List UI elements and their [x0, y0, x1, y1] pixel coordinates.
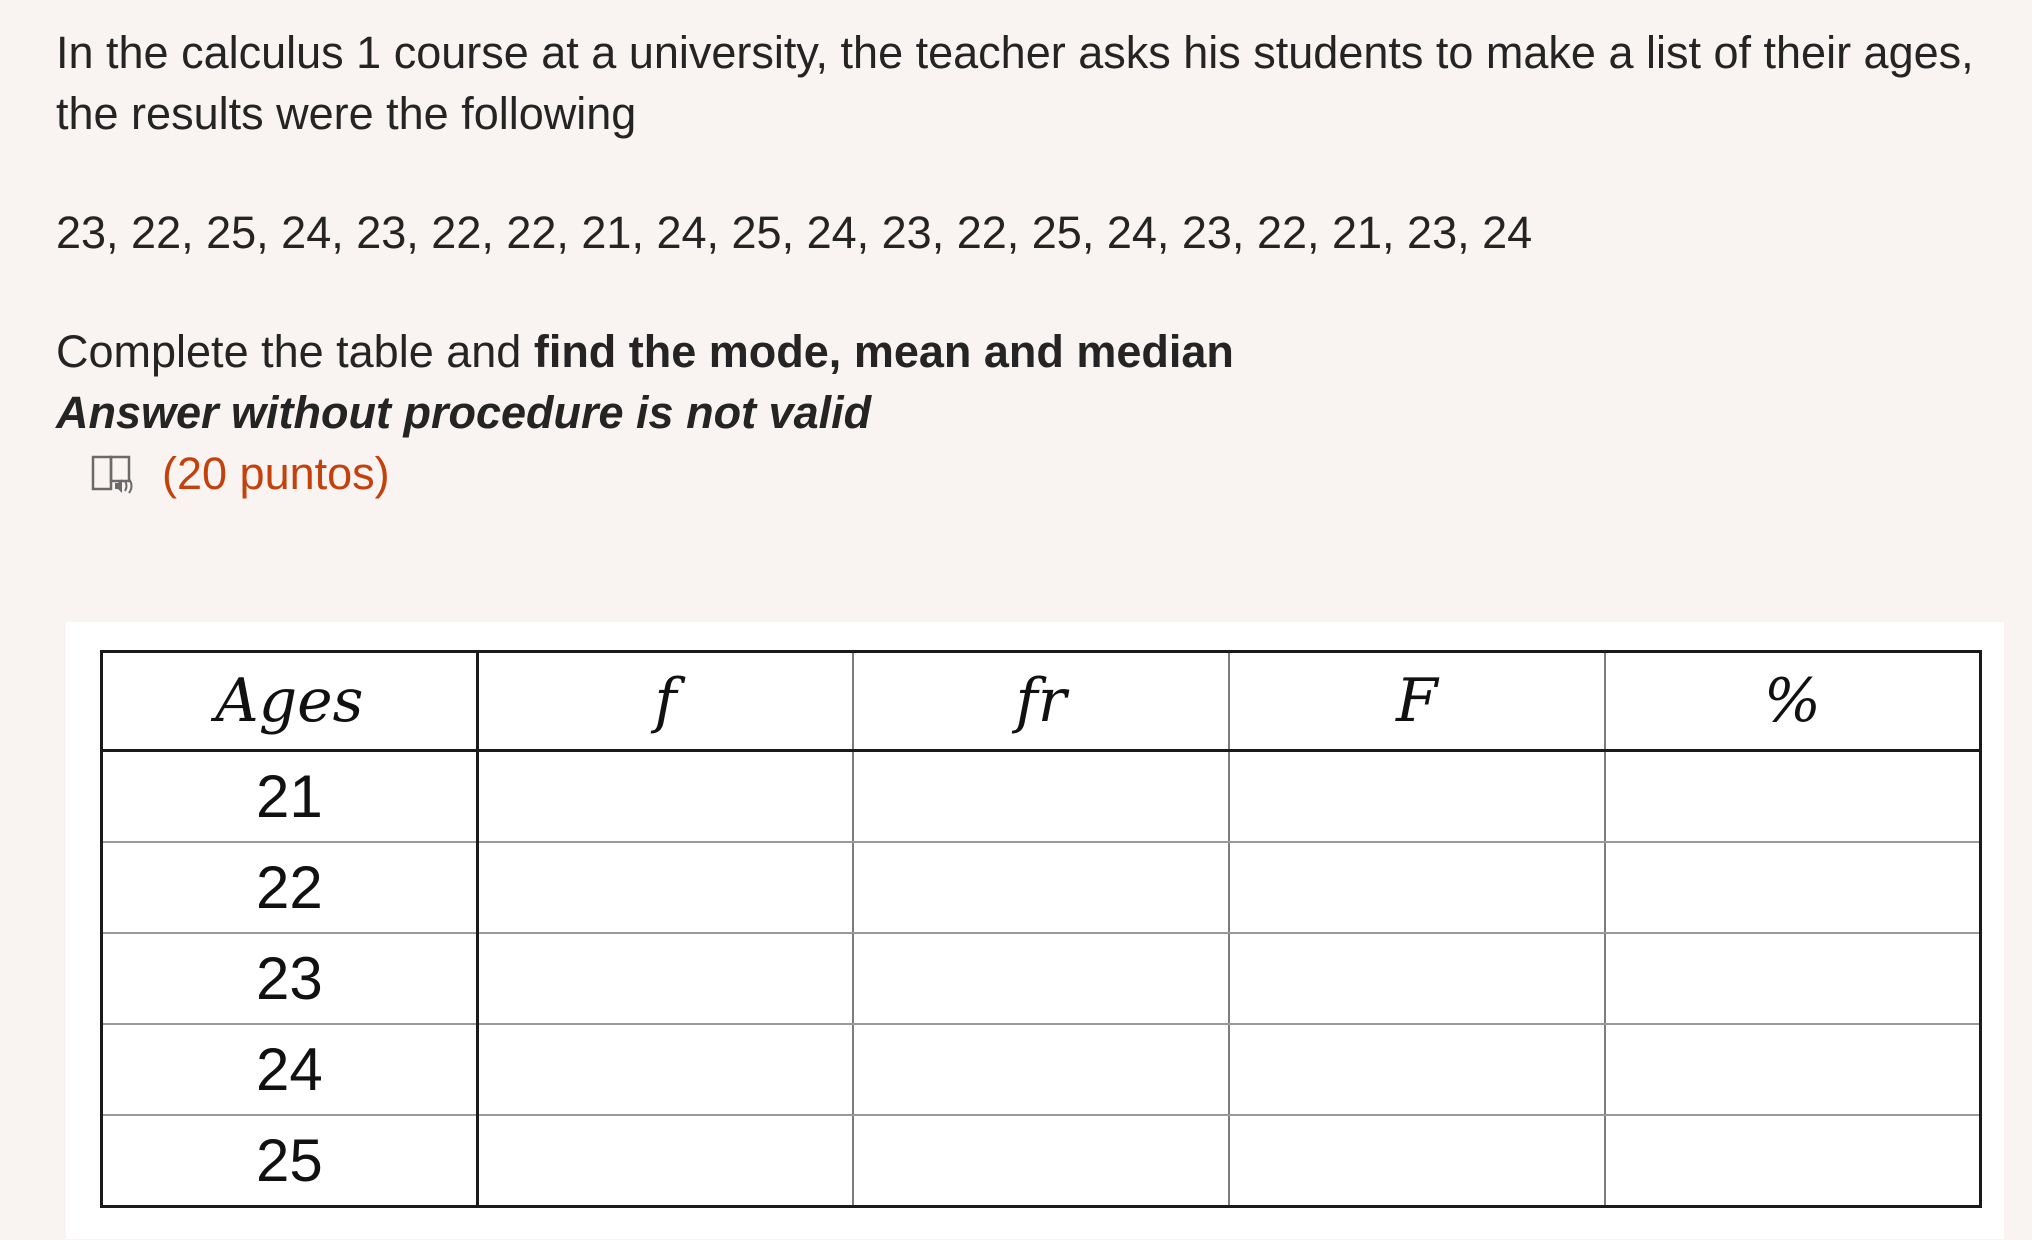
- age-cell: 24: [102, 1024, 478, 1115]
- percent-cell[interactable]: [1605, 1115, 1981, 1207]
- fr-cell[interactable]: [853, 933, 1229, 1024]
- cumulative-f-cell[interactable]: [1229, 751, 1605, 843]
- fr-cell[interactable]: [853, 1115, 1229, 1207]
- f-cell[interactable]: [477, 751, 853, 843]
- header-cumulative-f: F: [1229, 652, 1605, 751]
- age-cell: 23: [102, 933, 478, 1024]
- cumulative-f-cell[interactable]: [1229, 1024, 1605, 1115]
- header-ages: Ages: [102, 652, 478, 751]
- question-block: [56, 22, 1986, 504]
- f-cell[interactable]: [477, 1024, 853, 1115]
- table-row: [102, 842, 1981, 933]
- age-cell: 25: [102, 1115, 478, 1207]
- header-f: f: [477, 652, 853, 751]
- table-row: [102, 751, 1981, 843]
- immersive-reader-icon[interactable]: [90, 451, 138, 497]
- frequency-table: [100, 650, 1982, 1208]
- cumulative-f-cell[interactable]: [1229, 842, 1605, 933]
- instruction-bold: find the mode, mean and median: [533, 326, 1234, 377]
- f-cell[interactable]: [477, 933, 853, 1024]
- table-row: [102, 933, 1981, 1024]
- points-row: [90, 443, 1986, 504]
- instructions: [56, 321, 1986, 382]
- points-label: (20 puntos): [162, 447, 390, 499]
- percent-cell[interactable]: [1605, 751, 1981, 843]
- fr-cell[interactable]: [853, 842, 1229, 933]
- table-image-panel: [66, 622, 2004, 1239]
- cumulative-f-cell[interactable]: [1229, 1115, 1605, 1207]
- table-header-row: [102, 652, 1981, 751]
- percent-cell[interactable]: [1605, 842, 1981, 933]
- fr-cell[interactable]: [853, 1024, 1229, 1115]
- f-cell[interactable]: [477, 842, 853, 933]
- fr-cell[interactable]: [853, 751, 1229, 843]
- table-row: [102, 1024, 1981, 1115]
- ages-data-list: 23, 22, 25, 24, 23, 22, 22, 21, 24, 25, 24, 23, 22, 25, 24, 23, 22, 21, 23, 24: [56, 207, 1533, 258]
- percent-cell[interactable]: [1605, 933, 1981, 1024]
- f-cell[interactable]: [477, 1115, 853, 1207]
- percent-cell[interactable]: [1605, 1024, 1981, 1115]
- age-cell: 21: [102, 751, 478, 843]
- cumulative-f-cell[interactable]: [1229, 933, 1605, 1024]
- age-cell: 22: [102, 842, 478, 933]
- header-percent: %: [1605, 652, 1981, 751]
- table-row: [102, 1115, 1981, 1207]
- header-fr: fr: [853, 652, 1229, 751]
- instruction-prefix: Complete the table and: [56, 326, 534, 377]
- validity-note: Answer without procedure is not valid: [56, 387, 872, 438]
- question-prompt: In the calculus 1 course at a university, the teacher asks his students to make a list of their ages, the results were the following: [56, 27, 1974, 139]
